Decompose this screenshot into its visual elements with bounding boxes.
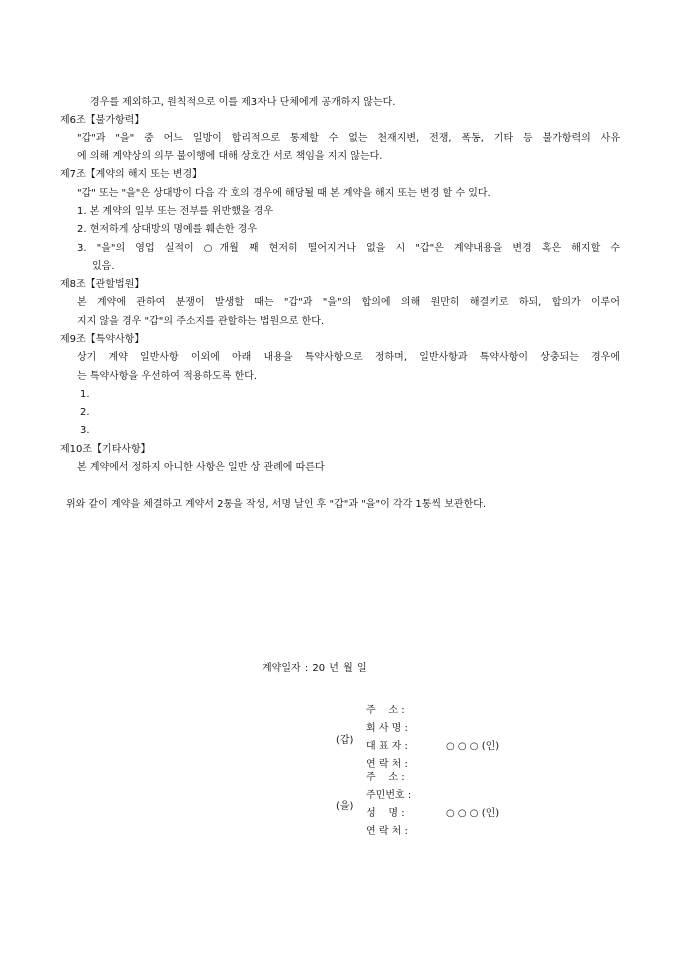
article-6-text-line-2: 에 의해 계약상의 의무 불이행에 대해 상호간 서로 책임을 지지 않는다. <box>77 151 383 162</box>
article-10-text: 본 계약에서 정하지 아니한 사항은 일반 상 관례에 따른다 <box>77 462 325 473</box>
special-item-2: 2. <box>80 407 90 418</box>
special-item-1: 1. <box>80 389 90 400</box>
article-7-item-3-line-2: 있음. <box>92 261 115 272</box>
article-6-title: 제6조【불가항력】 <box>60 115 145 126</box>
gap-signature: ○ ○ ○ (인) <box>446 741 500 752</box>
gap-representative-label: 대 표 자 : <box>366 741 408 752</box>
special-item-3: 3. <box>80 425 90 436</box>
contract-date: 계약일자 : 20 년 월 일 <box>262 663 367 674</box>
article-8-title: 제8조【관할법원】 <box>60 279 145 290</box>
article-8-text-line-1: 본 계약에 관하여 분쟁이 발생할 때는 "갑"과 "을"의 합의에 의해 원만히 해결키로 하되, 합의가 이루어 <box>77 297 620 308</box>
eul-signature: ○ ○ ○ (인) <box>446 808 500 819</box>
eul-name-label: 성 명 : <box>366 808 405 819</box>
article-7-item-3-line-1: 3. "을"의 영업 실적이 ○개월 째 현저히 떨어지거나 없을 시 "갑"은 계약내용을 변경 혹은 해지할 수 <box>77 243 620 254</box>
article-6-text-line-1: "갑"과 "을" 중 어느 일방이 합리적으로 통제할 수 없는 천재지변, 전쟁, 폭동, 기타 등 불가항력의 사유 <box>77 133 620 144</box>
gap-contact-label: 연 락 처 : <box>366 759 408 770</box>
article-7-title: 제7조【계약의 해지 또는 변경】 <box>60 169 203 180</box>
eul-address-label: 주 소 : <box>366 772 405 783</box>
article-7-text: "갑" 또는 "을"은 상대방이 다음 각 호의 경우에 해당될 때 본 계약을 해지 또는 변경 할 수 있다. <box>77 188 491 199</box>
article-9-text-line-1: 상기 계약 일반사항 이외에 아래 내용을 특약사항으로 정하며, 일반사항과 특약사항이 상충되는 경우에 <box>77 352 620 363</box>
party-eul-label: (을) <box>336 801 354 812</box>
eul-contact-label: 연 락 처 : <box>366 826 408 837</box>
eul-resident-number-label: 주민번호 : <box>366 790 412 801</box>
confidentiality-clause-end: 경우를 제외하고, 원칙적으로 이를 제3자나 단체에게 공개하지 않는다. <box>90 97 396 108</box>
gap-address-label: 주 소 : <box>366 705 405 716</box>
closing-statement: 위와 같이 계약을 체결하고 계약서 2통을 작성, 서명 날인 후 "갑"과 "을"이 각각 1통씩 보관한다. <box>66 499 487 510</box>
article-9-text-line-2: 는 특약사항을 우선하여 적용하도록 한다. <box>77 371 258 382</box>
article-7-item-2: 2. 현저하게 상대방의 명예를 훼손한 경우 <box>77 224 257 235</box>
gap-company-label: 회 사 명 : <box>366 723 408 734</box>
party-gap-label: (갑) <box>336 735 354 746</box>
article-8-text-line-2: 지지 않을 경우 "갑"의 주소지를 관할하는 법원으로 한다. <box>77 316 325 327</box>
article-7-item-1: 1. 본 계약의 일부 또는 전부를 위반했을 경우 <box>77 206 274 217</box>
article-10-title: 제10조【기타사항】 <box>60 444 151 455</box>
article-9-title: 제9조【특약사항】 <box>60 334 145 345</box>
